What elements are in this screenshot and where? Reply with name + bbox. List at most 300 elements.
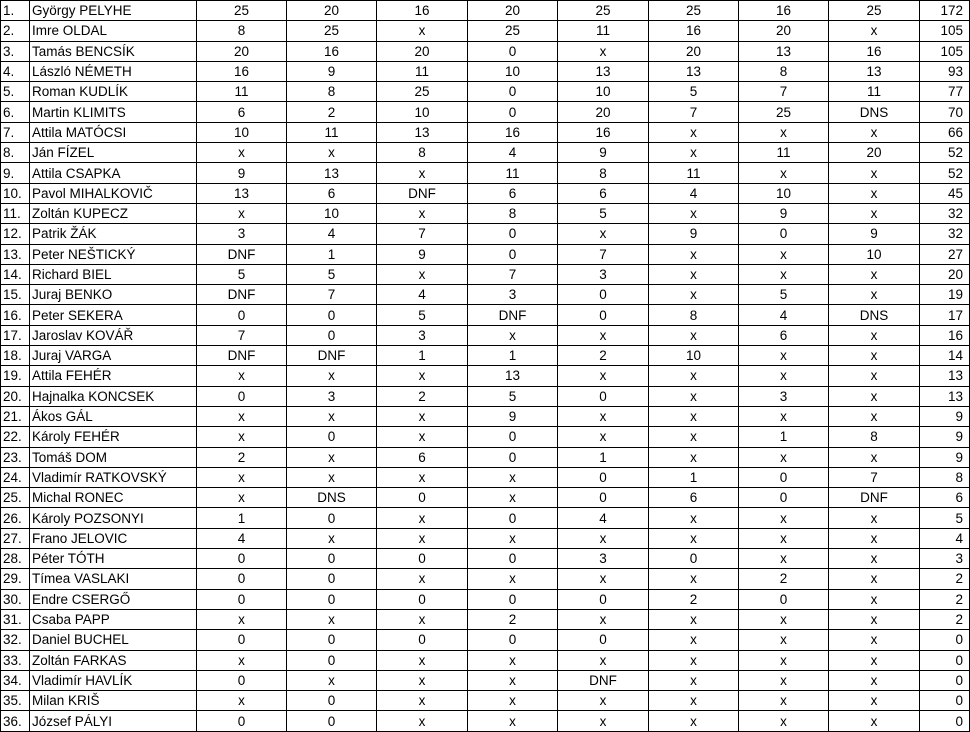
table-row	[1, 102, 970, 122]
round-score-cell: DNF	[197, 244, 287, 264]
rank-cell: 15.	[1, 285, 30, 305]
round-score-cell: x	[829, 447, 920, 467]
round-score-cell: x	[649, 386, 739, 406]
round-score-cell: 0	[377, 488, 468, 508]
round-score-cell: 25	[287, 21, 377, 41]
round-score-cell: 6	[649, 488, 739, 508]
round-score-cell: x	[287, 528, 377, 548]
round-score-cell: x	[829, 264, 920, 284]
rank-cell: 10.	[1, 183, 30, 203]
round-score-cell: 2	[197, 447, 287, 467]
round-score-cell: 13	[377, 122, 468, 142]
competitor-name-cell: Attila CSAPKA	[30, 163, 197, 183]
round-score-cell: 0	[468, 224, 558, 244]
round-score-cell: x	[558, 569, 649, 589]
round-score-cell: 0	[287, 691, 377, 711]
round-score-cell: x	[377, 163, 468, 183]
total-points-cell: 8	[920, 467, 970, 487]
round-score-cell: 2	[287, 102, 377, 122]
round-score-cell: x	[468, 488, 558, 508]
table-row	[1, 630, 970, 650]
round-score-cell: x	[739, 670, 829, 690]
competitor-name-cell: Tomáš DOM	[30, 447, 197, 467]
round-score-cell: 10	[829, 244, 920, 264]
round-score-cell: 11	[739, 143, 829, 163]
round-score-cell: 0	[558, 488, 649, 508]
round-score-cell: x	[649, 285, 739, 305]
round-score-cell: 4	[739, 305, 829, 325]
round-score-cell: x	[829, 163, 920, 183]
round-score-cell: x	[377, 691, 468, 711]
round-score-cell: 8	[649, 305, 739, 325]
round-score-cell: x	[197, 427, 287, 447]
round-score-cell: x	[287, 670, 377, 690]
round-score-cell: x	[649, 244, 739, 264]
round-score-cell: 0	[287, 427, 377, 447]
round-score-cell: 16	[739, 1, 829, 21]
round-score-cell: 0	[287, 711, 377, 731]
round-score-cell: 16	[829, 41, 920, 61]
round-score-cell: x	[197, 609, 287, 629]
round-score-cell: 6	[287, 183, 377, 203]
round-score-cell: 25	[739, 102, 829, 122]
total-points-cell: 32	[920, 224, 970, 244]
round-score-cell: 11	[558, 21, 649, 41]
round-score-cell: 16	[649, 21, 739, 41]
rank-cell: 17.	[1, 325, 30, 345]
competitor-name-cell: Jaroslav KOVÁŘ	[30, 325, 197, 345]
rank-cell: 22.	[1, 427, 30, 447]
rank-cell: 2.	[1, 21, 30, 41]
round-score-cell: 0	[377, 589, 468, 609]
total-points-cell: 66	[920, 122, 970, 142]
round-score-cell: 20	[829, 143, 920, 163]
round-score-cell: x	[829, 650, 920, 670]
round-score-cell: 5	[197, 264, 287, 284]
round-score-cell: 1	[558, 447, 649, 467]
rank-cell: 36.	[1, 711, 30, 731]
round-score-cell: x	[829, 346, 920, 366]
total-points-cell: 2	[920, 589, 970, 609]
round-score-cell: x	[468, 467, 558, 487]
round-score-cell: x	[197, 467, 287, 487]
round-score-cell: x	[287, 143, 377, 163]
round-score-cell: 6	[739, 325, 829, 345]
round-score-cell: x	[377, 203, 468, 223]
total-points-cell: 70	[920, 102, 970, 122]
round-score-cell: 7	[377, 224, 468, 244]
rank-cell: 25.	[1, 488, 30, 508]
table-row	[1, 1, 970, 21]
round-score-cell: 25	[649, 1, 739, 21]
round-score-cell: x	[558, 366, 649, 386]
table-row	[1, 508, 970, 528]
competitor-name-cell: Martin KLIMITS	[30, 102, 197, 122]
round-score-cell: x	[197, 203, 287, 223]
table-row	[1, 21, 970, 41]
round-score-cell: x	[829, 406, 920, 426]
round-score-cell: x	[829, 609, 920, 629]
round-score-cell: 11	[377, 61, 468, 81]
round-score-cell: 5	[649, 82, 739, 102]
table-row	[1, 528, 970, 548]
round-score-cell: x	[468, 650, 558, 670]
total-points-cell: 52	[920, 163, 970, 183]
table-row	[1, 691, 970, 711]
round-score-cell: 25	[197, 1, 287, 21]
round-score-cell: x	[829, 508, 920, 528]
round-score-cell: 25	[377, 82, 468, 102]
round-score-cell: 13	[649, 61, 739, 81]
round-score-cell: 20	[649, 41, 739, 61]
round-score-cell: 13	[468, 366, 558, 386]
round-score-cell: 0	[558, 630, 649, 650]
round-score-cell: 13	[287, 163, 377, 183]
rank-cell: 19.	[1, 366, 30, 386]
round-score-cell: x	[377, 650, 468, 670]
round-score-cell: 1	[739, 427, 829, 447]
rank-cell: 11.	[1, 203, 30, 223]
rank-cell: 34.	[1, 670, 30, 690]
round-score-cell: 11	[287, 122, 377, 142]
round-score-cell: x	[649, 508, 739, 528]
round-score-cell: x	[829, 203, 920, 223]
round-score-cell: 11	[829, 82, 920, 102]
rank-cell: 3.	[1, 41, 30, 61]
round-score-cell: 0	[558, 386, 649, 406]
round-score-cell: 2	[649, 589, 739, 609]
round-score-cell: DNS	[829, 305, 920, 325]
round-score-cell: 11	[649, 163, 739, 183]
rank-cell: 21.	[1, 406, 30, 426]
round-score-cell: x	[649, 609, 739, 629]
table-row	[1, 224, 970, 244]
table-row	[1, 589, 970, 609]
round-score-cell: 0	[468, 508, 558, 528]
round-score-cell: x	[649, 366, 739, 386]
round-score-cell: x	[649, 711, 739, 731]
round-score-cell: x	[739, 264, 829, 284]
round-score-cell: x	[739, 163, 829, 183]
round-score-cell: 10	[739, 183, 829, 203]
round-score-cell: x	[377, 21, 468, 41]
round-score-cell: x	[377, 406, 468, 426]
round-score-cell: x	[558, 711, 649, 731]
round-score-cell: 25	[468, 21, 558, 41]
total-points-cell: 172	[920, 1, 970, 21]
table-row	[1, 670, 970, 690]
round-score-cell: 0	[197, 386, 287, 406]
round-score-cell: 0	[468, 549, 558, 569]
round-score-cell: 0	[468, 244, 558, 264]
round-score-cell: 0	[287, 305, 377, 325]
round-score-cell: 1	[377, 346, 468, 366]
round-score-cell: 2	[558, 346, 649, 366]
competitor-name-cell: Peter NEŠTICKÝ	[30, 244, 197, 264]
round-score-cell: 3	[558, 264, 649, 284]
round-score-cell: x	[829, 183, 920, 203]
round-score-cell: x	[287, 366, 377, 386]
round-score-cell: x	[739, 346, 829, 366]
round-score-cell: 8	[377, 143, 468, 163]
rank-cell: 13.	[1, 244, 30, 264]
round-score-cell: 10	[558, 82, 649, 102]
competitor-name-cell: Milan KRIŠ	[30, 691, 197, 711]
round-score-cell: 0	[739, 589, 829, 609]
total-points-cell: 13	[920, 366, 970, 386]
round-score-cell: 1	[197, 508, 287, 528]
round-score-cell: DNF	[287, 346, 377, 366]
competitor-name-cell: Vladimír HAVLÍK	[30, 670, 197, 690]
round-score-cell: 0	[739, 467, 829, 487]
round-score-cell: x	[558, 650, 649, 670]
round-score-cell: 9	[649, 224, 739, 244]
table-row	[1, 183, 970, 203]
round-score-cell: 0	[468, 102, 558, 122]
table-row	[1, 549, 970, 569]
table-row	[1, 427, 970, 447]
round-score-cell: 0	[468, 447, 558, 467]
round-score-cell: 13	[558, 61, 649, 81]
round-score-cell: x	[377, 711, 468, 731]
round-score-cell: x	[649, 630, 739, 650]
round-score-cell: 4	[287, 224, 377, 244]
competitor-name-cell: Hajnalka KONCSEK	[30, 386, 197, 406]
table-row	[1, 143, 970, 163]
competitor-name-cell: Csaba PAPP	[30, 609, 197, 629]
rank-cell: 35.	[1, 691, 30, 711]
rank-cell: 8.	[1, 143, 30, 163]
round-score-cell: 16	[377, 1, 468, 21]
round-score-cell: 0	[287, 508, 377, 528]
total-points-cell: 20	[920, 264, 970, 284]
round-score-cell: x	[558, 427, 649, 447]
round-score-cell: 10	[649, 346, 739, 366]
round-score-cell: 8	[739, 61, 829, 81]
table-row	[1, 609, 970, 629]
round-score-cell: DNS	[829, 102, 920, 122]
competitor-name-cell: Patrik ŽÁK	[30, 224, 197, 244]
round-score-cell: x	[739, 630, 829, 650]
rank-cell: 23.	[1, 447, 30, 467]
round-score-cell: x	[197, 366, 287, 386]
round-score-cell: x	[829, 386, 920, 406]
round-score-cell: x	[649, 528, 739, 548]
round-score-cell: 0	[287, 650, 377, 670]
table-row	[1, 569, 970, 589]
total-points-cell: 19	[920, 285, 970, 305]
round-score-cell: x	[468, 569, 558, 589]
competitor-name-cell: Endre CSERGŐ	[30, 589, 197, 609]
round-score-cell: x	[739, 609, 829, 629]
round-score-cell: x	[829, 285, 920, 305]
competitor-name-cell: Zoltán KUPECZ	[30, 203, 197, 223]
round-score-cell: x	[829, 528, 920, 548]
round-score-cell: x	[468, 711, 558, 731]
round-score-cell: 10	[377, 102, 468, 122]
round-score-cell: 3	[558, 549, 649, 569]
round-score-cell: x	[829, 21, 920, 41]
competitor-name-cell: Zoltán FARKAS	[30, 650, 197, 670]
round-score-cell: 2	[468, 609, 558, 629]
round-score-cell: 16	[197, 61, 287, 81]
round-score-cell: DNF	[197, 285, 287, 305]
round-score-cell: x	[829, 711, 920, 731]
round-score-cell: 13	[829, 61, 920, 81]
round-score-cell: x	[739, 366, 829, 386]
results-body	[1, 1, 970, 732]
round-score-cell: 5	[377, 305, 468, 325]
rank-cell: 4.	[1, 61, 30, 81]
round-score-cell: x	[649, 447, 739, 467]
round-score-cell: 0	[287, 569, 377, 589]
round-score-cell: x	[287, 406, 377, 426]
round-score-cell: 4	[558, 508, 649, 528]
round-score-cell: 0	[468, 630, 558, 650]
table-row	[1, 366, 970, 386]
rank-cell: 33.	[1, 650, 30, 670]
total-points-cell: 0	[920, 670, 970, 690]
rank-cell: 27.	[1, 528, 30, 548]
round-score-cell: 5	[287, 264, 377, 284]
round-score-cell: 10	[287, 203, 377, 223]
round-score-cell: 16	[558, 122, 649, 142]
round-score-cell: 0	[649, 549, 739, 569]
round-score-cell: 3	[468, 285, 558, 305]
competitor-name-cell: Roman KUDLÍK	[30, 82, 197, 102]
round-score-cell: 6	[377, 447, 468, 467]
round-score-cell: 7	[468, 264, 558, 284]
rank-cell: 32.	[1, 630, 30, 650]
table-row	[1, 711, 970, 731]
round-score-cell: x	[739, 549, 829, 569]
round-score-cell: x	[197, 488, 287, 508]
round-score-cell: x	[468, 528, 558, 548]
round-score-cell: 7	[197, 325, 287, 345]
total-points-cell: 105	[920, 21, 970, 41]
round-score-cell: x	[558, 528, 649, 548]
round-score-cell: 0	[197, 630, 287, 650]
round-score-cell: x	[468, 691, 558, 711]
round-score-cell: 0	[377, 549, 468, 569]
round-score-cell: 0	[197, 569, 287, 589]
table-row	[1, 488, 970, 508]
round-score-cell: 8	[468, 203, 558, 223]
rank-cell: 28.	[1, 549, 30, 569]
round-score-cell: x	[829, 122, 920, 142]
round-score-cell: 20	[468, 1, 558, 21]
table-row	[1, 650, 970, 670]
round-score-cell: 16	[468, 122, 558, 142]
round-score-cell: x	[377, 609, 468, 629]
round-score-cell: x	[197, 143, 287, 163]
competitor-name-cell: Ján FÍZEL	[30, 143, 197, 163]
round-score-cell: x	[558, 406, 649, 426]
round-score-cell: 0	[739, 224, 829, 244]
competitor-name-cell: Tímea VASLAKI	[30, 569, 197, 589]
round-score-cell: 0	[558, 467, 649, 487]
round-score-cell: 0	[468, 427, 558, 447]
round-score-cell: 9	[287, 61, 377, 81]
rank-cell: 6.	[1, 102, 30, 122]
total-points-cell: 93	[920, 61, 970, 81]
round-score-cell: 0	[558, 589, 649, 609]
rank-cell: 26.	[1, 508, 30, 528]
rank-cell: 12.	[1, 224, 30, 244]
round-score-cell: x	[377, 508, 468, 528]
competitor-name-cell: Attila FEHÉR	[30, 366, 197, 386]
round-score-cell: 7	[287, 285, 377, 305]
round-score-cell: x	[649, 670, 739, 690]
round-score-cell: x	[377, 366, 468, 386]
table-row	[1, 386, 970, 406]
round-score-cell: 0	[287, 549, 377, 569]
round-score-cell: x	[829, 366, 920, 386]
round-score-cell: x	[197, 406, 287, 426]
total-points-cell: 2	[920, 609, 970, 629]
round-score-cell: 1	[649, 467, 739, 487]
round-score-cell: 13	[739, 41, 829, 61]
round-score-cell: x	[287, 467, 377, 487]
round-score-cell: x	[468, 670, 558, 690]
round-score-cell: DNF	[197, 346, 287, 366]
round-score-cell: 3	[197, 224, 287, 244]
rank-cell: 30.	[1, 589, 30, 609]
round-score-cell: 0	[197, 711, 287, 731]
round-score-cell: 1	[468, 346, 558, 366]
round-score-cell: 6	[197, 102, 287, 122]
round-score-cell: 0	[558, 305, 649, 325]
table-row	[1, 447, 970, 467]
round-score-cell: 10	[468, 61, 558, 81]
round-score-cell: x	[558, 691, 649, 711]
round-score-cell: DNF	[468, 305, 558, 325]
total-points-cell: 0	[920, 711, 970, 731]
round-score-cell: 0	[468, 82, 558, 102]
round-score-cell: 5	[468, 386, 558, 406]
table-row	[1, 305, 970, 325]
round-score-cell: 8	[829, 427, 920, 447]
round-score-cell: x	[739, 447, 829, 467]
round-score-cell: x	[739, 691, 829, 711]
table-row	[1, 41, 970, 61]
total-points-cell: 9	[920, 447, 970, 467]
table-row	[1, 285, 970, 305]
total-points-cell: 13	[920, 386, 970, 406]
round-score-cell: x	[739, 528, 829, 548]
table-row	[1, 467, 970, 487]
competitor-name-cell: Juraj BENKO	[30, 285, 197, 305]
table-row	[1, 346, 970, 366]
rank-cell: 18.	[1, 346, 30, 366]
table-row	[1, 406, 970, 426]
round-score-cell: 3	[377, 325, 468, 345]
round-score-cell: x	[649, 143, 739, 163]
round-score-cell: x	[829, 549, 920, 569]
total-points-cell: 9	[920, 406, 970, 426]
total-points-cell: 77	[920, 82, 970, 102]
rank-cell: 20.	[1, 386, 30, 406]
total-points-cell: 0	[920, 650, 970, 670]
round-score-cell: x	[377, 467, 468, 487]
round-score-cell: x	[739, 650, 829, 670]
table-row	[1, 163, 970, 183]
total-points-cell: 0	[920, 691, 970, 711]
round-score-cell: x	[739, 122, 829, 142]
round-score-cell: 16	[287, 41, 377, 61]
round-score-cell: 9	[197, 163, 287, 183]
competitor-name-cell: Juraj VARGA	[30, 346, 197, 366]
